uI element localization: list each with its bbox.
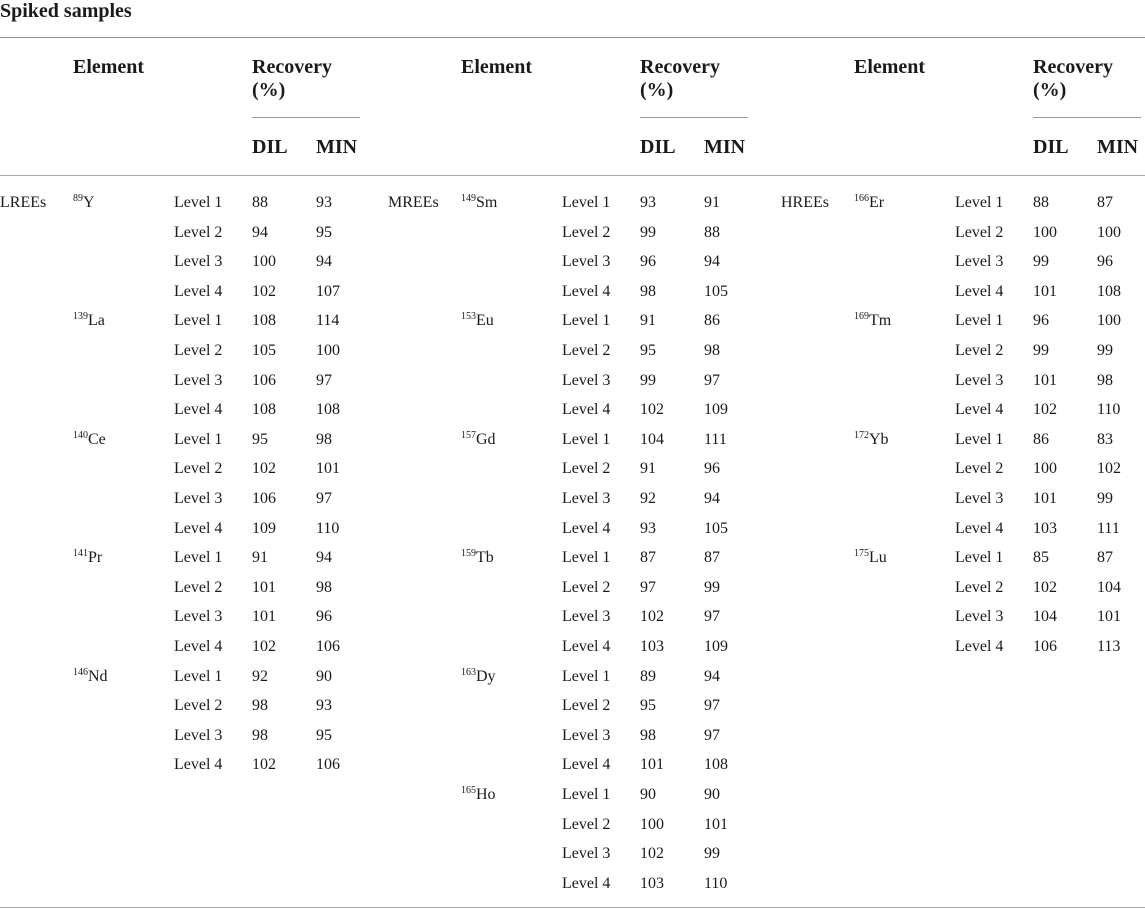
element-label: $^{163}$Dy	[461, 666, 496, 685]
min-value: 87	[1097, 549, 1113, 567]
level-label: Level 2	[174, 578, 223, 596]
dil-value: 99	[1033, 342, 1049, 359]
min-value: 114	[316, 312, 340, 330]
dil-value: 87	[640, 549, 656, 567]
dil-value: 102	[252, 756, 276, 774]
table-bottom-rule	[0, 907, 1145, 908]
dil-value: 99	[640, 371, 656, 389]
level-label: Level 1	[174, 667, 223, 685]
level-label: Level 2	[562, 223, 611, 241]
min-value: 101	[1097, 608, 1121, 626]
dil-value: 95	[640, 342, 656, 359]
dil-value: 102	[252, 460, 276, 478]
level-label: Level 2	[174, 223, 223, 241]
level-label: Level 3	[955, 371, 1004, 389]
min-value: 100	[1097, 312, 1121, 330]
min-value: 110	[704, 874, 728, 892]
min-value: 97	[316, 371, 332, 389]
level-label: Level 3	[562, 726, 611, 744]
level-label: Level 4	[562, 756, 611, 774]
dil-value: 100	[1033, 460, 1057, 478]
level-label: Level 4	[955, 282, 1004, 300]
dil-value: 85	[1033, 549, 1049, 567]
top-rule	[0, 37, 1145, 38]
level-label: Level 3	[562, 371, 611, 389]
min-value: 96	[1097, 253, 1113, 271]
element-label: $^{172}$Yb	[854, 429, 889, 448]
recovery-subheader-rule	[640, 117, 748, 118]
dil-value: 102	[640, 608, 664, 626]
recovery-header: Recovery (%)	[1033, 56, 1113, 101]
min-value: 97	[704, 371, 720, 389]
min-value: 95	[316, 726, 332, 744]
level-label: Level 3	[174, 371, 223, 389]
dil-value: 93	[640, 194, 656, 211]
level-label: Level 4	[955, 638, 1004, 655]
min-value: 97	[704, 697, 720, 715]
element-label: $^{157}$Gd	[461, 429, 496, 448]
min-value: 93	[316, 697, 332, 715]
dil-value: 88	[1033, 194, 1049, 211]
level-label: Level 1	[562, 549, 611, 567]
min-value: 106	[316, 638, 340, 655]
level-label: Level 3	[955, 490, 1004, 507]
dil-value: 102	[640, 401, 664, 419]
dil-value: 100	[1033, 223, 1057, 241]
min-value: 83	[1097, 430, 1113, 448]
dil-value: 93	[640, 519, 656, 537]
dil-value: 101	[252, 578, 276, 596]
dil-value: 103	[640, 638, 664, 655]
dil-header: DIL	[640, 136, 676, 158]
element-label: $^{139}$La	[73, 311, 105, 330]
level-label: Level 3	[174, 726, 223, 744]
element-label: $^{166}$Er	[854, 193, 885, 211]
min-value: 96	[704, 460, 720, 478]
min-value: 91	[704, 194, 720, 211]
recovery-header: Recovery (%)	[640, 56, 720, 101]
min-value: 87	[704, 549, 720, 567]
min-value: 90	[316, 667, 332, 685]
element-label: $^{159}$Tb	[461, 548, 494, 567]
level-label: Level 1	[562, 312, 611, 330]
dil-value: 89	[640, 667, 656, 685]
dil-value: 96	[1033, 312, 1049, 330]
dil-value: 101	[640, 756, 664, 774]
dil-value: 104	[1033, 608, 1057, 626]
dil-value: 102	[252, 282, 276, 300]
level-label: Level 3	[174, 608, 223, 626]
level-label: Level 4	[562, 638, 611, 655]
min-value: 107	[316, 282, 340, 300]
dil-value: 91	[640, 312, 656, 330]
min-value: 108	[316, 401, 340, 419]
dil-value: 101	[252, 608, 276, 626]
min-value: 102	[1097, 460, 1121, 478]
level-label: Level 3	[562, 845, 611, 863]
min-value: 98	[704, 342, 720, 359]
dil-value: 105	[252, 342, 276, 359]
dil-value: 96	[640, 253, 656, 271]
element-label: $^{153}$Eu	[461, 311, 494, 330]
min-value: 105	[704, 282, 728, 300]
min-value: 90	[704, 786, 720, 803]
min-value: 93	[316, 194, 332, 211]
dil-value: 100	[640, 815, 664, 833]
min-value: 106	[316, 756, 340, 774]
level-label: Level 4	[174, 638, 223, 655]
level-label: Level 4	[174, 756, 223, 774]
level-label: Level 4	[174, 282, 223, 300]
min-value: 104	[1097, 578, 1121, 596]
min-value: 94	[316, 549, 332, 567]
level-label: Level 1	[174, 194, 223, 211]
element-header: Element	[73, 56, 145, 78]
dil-value: 97	[640, 578, 656, 596]
dil-value: 102	[1033, 578, 1057, 596]
element-label: $^{140}$Ce	[73, 429, 106, 448]
level-label: Level 4	[174, 519, 223, 537]
level-label: Level 1	[562, 194, 611, 211]
min-value: 109	[704, 638, 728, 655]
element-label: $^{165}$Ho	[461, 785, 496, 803]
dil-value: 106	[252, 371, 276, 389]
dil-value: 109	[252, 519, 276, 537]
min-value: 111	[1097, 519, 1120, 537]
level-label: Level 4	[562, 874, 611, 892]
min-header: MIN	[1097, 136, 1139, 158]
element-header: Element	[461, 56, 533, 78]
dil-value: 86	[1033, 430, 1049, 448]
min-value: 111	[704, 430, 727, 448]
level-label: Level 2	[562, 460, 611, 478]
dil-value: 108	[252, 401, 276, 419]
dil-value: 91	[252, 549, 268, 567]
group-label: MREEs	[388, 194, 439, 211]
min-value: 99	[1097, 490, 1113, 507]
dil-value: 101	[1033, 371, 1057, 389]
element-label: $^{169}$Tm	[854, 311, 892, 330]
dil-value: 106	[252, 490, 276, 507]
dil-value: 99	[640, 223, 656, 241]
min-value: 110	[316, 519, 340, 537]
header-bottom-rule	[0, 175, 1145, 176]
level-label: Level 2	[955, 460, 1004, 478]
level-label: Level 1	[562, 667, 611, 685]
min-value: 88	[704, 223, 720, 241]
dil-value: 92	[252, 667, 268, 685]
level-label: Level 2	[562, 578, 611, 596]
dil-value: 92	[640, 490, 656, 507]
dil-header: DIL	[1033, 136, 1069, 158]
min-value: 99	[704, 845, 720, 863]
min-value: 98	[316, 578, 332, 596]
level-label: Level 3	[174, 253, 223, 271]
dil-value: 102	[1033, 401, 1057, 419]
min-value: 99	[704, 578, 720, 596]
element-label: $^{175}$Lu	[854, 548, 887, 567]
level-label: Level 1	[174, 312, 223, 330]
dil-value: 98	[252, 697, 268, 715]
level-label: Level 2	[955, 342, 1004, 359]
min-value: 98	[1097, 371, 1113, 389]
level-label: Level 1	[955, 194, 1004, 211]
min-value: 99	[1097, 342, 1113, 359]
dil-value: 95	[640, 697, 656, 715]
level-label: Level 3	[562, 608, 611, 626]
dil-value: 98	[640, 282, 656, 300]
element-label: $^{141}$Pr	[73, 548, 103, 567]
level-label: Level 1	[562, 786, 611, 803]
level-label: Level 4	[562, 519, 611, 537]
element-label: $^{149}$Sm	[461, 193, 498, 211]
min-value: 113	[1097, 638, 1121, 655]
dil-value: 99	[1033, 253, 1049, 271]
level-label: Level 2	[174, 697, 223, 715]
dil-value: 103	[1033, 519, 1057, 537]
dil-header: DIL	[252, 136, 288, 158]
min-value: 101	[704, 815, 728, 833]
recovery-subheader-rule	[252, 117, 360, 118]
dil-value: 106	[1033, 638, 1057, 655]
dil-value: 101	[1033, 490, 1057, 507]
min-value: 110	[1097, 401, 1121, 419]
element-label: $^{146}$Nd	[73, 666, 108, 685]
level-label: Level 1	[174, 549, 223, 567]
level-label: Level 3	[174, 490, 223, 507]
dil-value: 102	[640, 845, 664, 863]
level-label: Level 1	[955, 430, 1004, 448]
min-value: 96	[316, 608, 332, 626]
recovery-subheader-rule	[1033, 117, 1141, 118]
min-header: MIN	[704, 136, 746, 158]
level-label: Level 4	[174, 401, 223, 419]
level-label: Level 2	[562, 697, 611, 715]
min-value: 100	[316, 342, 340, 359]
min-value: 86	[704, 312, 720, 330]
level-label: Level 4	[955, 519, 1004, 537]
min-value: 108	[1097, 282, 1121, 300]
table-title: Spiked samples	[0, 0, 132, 22]
level-label: Level 2	[955, 223, 1004, 241]
level-label: Level 1	[562, 430, 611, 448]
dil-value: 90	[640, 786, 656, 803]
dil-value: 98	[252, 726, 268, 744]
dil-value: 94	[252, 223, 268, 241]
level-label: Level 1	[174, 430, 223, 448]
dil-value: 88	[252, 194, 268, 211]
level-label: Level 4	[562, 401, 611, 419]
min-value: 97	[316, 490, 332, 507]
level-label: Level 4	[955, 401, 1004, 419]
group-label: HREEs	[781, 194, 829, 211]
min-value: 87	[1097, 194, 1113, 211]
min-value: 97	[704, 726, 720, 744]
dil-value: 100	[252, 253, 276, 271]
dil-value: 102	[252, 638, 276, 655]
dil-value: 91	[640, 460, 656, 478]
level-label: Level 2	[174, 460, 223, 478]
level-label: Level 1	[955, 549, 1004, 567]
recovery-header: Recovery (%)	[252, 56, 332, 101]
level-label: Level 2	[174, 342, 223, 359]
dil-value: 101	[1033, 282, 1057, 300]
level-label: Level 3	[562, 253, 611, 271]
min-value: 95	[316, 223, 332, 241]
min-value: 108	[704, 756, 728, 774]
min-value: 94	[704, 667, 720, 685]
level-label: Level 2	[562, 815, 611, 833]
level-label: Level 2	[562, 342, 611, 359]
min-value: 100	[1097, 223, 1121, 241]
dil-value: 103	[640, 874, 664, 892]
level-label: Level 1	[955, 312, 1004, 330]
min-value: 98	[316, 430, 332, 448]
dil-value: 98	[640, 726, 656, 744]
min-value: 94	[316, 253, 332, 271]
min-value: 97	[704, 608, 720, 626]
min-header: MIN	[316, 136, 358, 158]
element-header: Element	[854, 56, 926, 78]
level-label: Level 3	[955, 608, 1004, 626]
min-value: 94	[704, 253, 720, 271]
level-label: Level 2	[955, 578, 1004, 596]
dil-value: 104	[640, 430, 664, 448]
min-value: 105	[704, 519, 728, 537]
element-label: $^{89}$Y	[73, 193, 95, 211]
group-label: LREEs	[0, 194, 47, 211]
dil-value: 108	[252, 312, 276, 330]
level-label: Level 3	[562, 490, 611, 507]
level-label: Level 4	[562, 282, 611, 300]
level-label: Level 3	[955, 253, 1004, 271]
min-value: 109	[704, 401, 728, 419]
min-value: 101	[316, 460, 340, 478]
min-value: 94	[704, 490, 720, 507]
dil-value: 95	[252, 430, 268, 448]
